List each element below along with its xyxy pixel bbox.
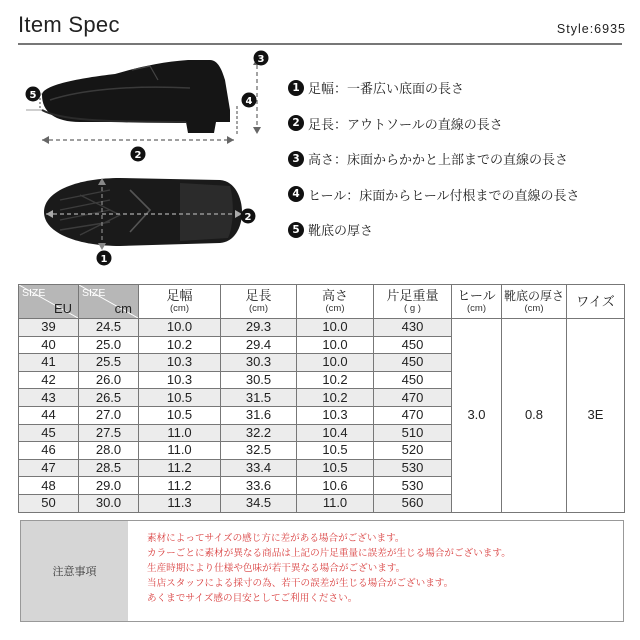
value-cell: 11.3 <box>139 494 221 512</box>
note-line: 素材によってサイズの感じ方に差がある場合がございます。 <box>147 533 405 544</box>
size-eu-cell: 41 <box>19 354 79 372</box>
size-cm-cell: 29.0 <box>79 477 139 495</box>
value-cell: 29.3 <box>221 319 297 337</box>
spec-text: 足幅：一番広い底面の長さ <box>308 82 465 98</box>
value-cell: 10.2 <box>297 371 374 389</box>
value-cell: 32.2 <box>221 424 297 442</box>
value-cell: 34.5 <box>221 494 297 512</box>
note-line: カラーごとに素材が異なる商品は上記の片足重量に誤差が生じる場合がございます。 <box>147 548 511 559</box>
header-height: 高さ (cm) <box>297 285 374 319</box>
svg-text:4: 4 <box>245 96 253 107</box>
svg-text:1: 1 <box>100 254 108 265</box>
marker-5-icon <box>26 87 41 102</box>
spec-item-foot-width <box>288 70 633 106</box>
value-cell: 10.3 <box>297 406 374 424</box>
value-cell: 33.4 <box>221 459 297 477</box>
value-cell: 11.0 <box>139 424 221 442</box>
marker-1-icon <box>97 251 112 266</box>
note-line: 生産時期により仕様や色味が若干異なる場合がございます。 <box>147 563 406 574</box>
svg-text:2: 2 <box>134 150 142 161</box>
value-cell: 10.2 <box>297 389 374 407</box>
value-cell: 450 <box>374 371 452 389</box>
value-cell: 11.0 <box>139 442 221 460</box>
value-cell: 10.0 <box>139 319 221 337</box>
spec-text: 足長：アウトソールの直線の長さ <box>308 117 503 133</box>
value-cell: 10.0 <box>297 319 374 337</box>
size-table <box>18 284 625 513</box>
number-3-icon: 3 <box>288 151 304 167</box>
svg-text:5: 5 <box>29 90 37 101</box>
value-cell: 470 <box>374 406 452 424</box>
value-cell: 530 <box>374 477 452 495</box>
value-cell: 10.0 <box>297 354 374 372</box>
value-cell: 10.5 <box>297 442 374 460</box>
size-cm-cell: 28.0 <box>79 442 139 460</box>
value-cell: 10.5 <box>297 459 374 477</box>
heel-value-cell: 3.0 <box>452 319 502 513</box>
spec-item-heel <box>288 177 633 213</box>
value-cell: 510 <box>374 424 452 442</box>
size-eu-cell: 46 <box>19 442 79 460</box>
value-cell: 430 <box>374 319 452 337</box>
value-cell: 10.3 <box>139 371 221 389</box>
marker-4-icon <box>242 93 257 108</box>
number-5-icon: 5 <box>288 222 304 238</box>
value-cell: 10.2 <box>139 336 221 354</box>
value-cell: 33.6 <box>221 477 297 495</box>
value-cell: 10.5 <box>139 389 221 407</box>
spec-item-sole-thickness <box>288 212 633 248</box>
size-cm-cell: 27.5 <box>79 424 139 442</box>
value-cell: 10.3 <box>139 354 221 372</box>
header-sole-thickness: 靴底の厚さ (cm) <box>502 285 567 319</box>
style-number: Style:6935 <box>556 22 626 36</box>
spec-item-height <box>288 141 633 177</box>
spec-item-foot-length <box>288 106 633 142</box>
shoe-sole-view <box>44 178 242 246</box>
number-4-icon: 4 <box>288 186 304 202</box>
shoe-side-view <box>42 60 230 133</box>
header-weight: 片足重量 ( g ) <box>374 285 452 319</box>
value-cell: 530 <box>374 459 452 477</box>
value-cell: 10.6 <box>297 477 374 495</box>
value-cell: 11.2 <box>139 459 221 477</box>
note-line: 当店スタッフによる採寸の為、若干の誤差が生じる場合がございます。 <box>147 578 454 589</box>
number-1-icon: 1 <box>288 80 304 96</box>
size-eu-cell: 45 <box>19 424 79 442</box>
spec-text: 高さ：床面からかかと上部までの直線の長さ <box>308 153 569 169</box>
value-cell: 520 <box>374 442 452 460</box>
number-2-icon: 2 <box>288 115 304 131</box>
value-cell: 450 <box>374 336 452 354</box>
size-cm-cell: 25.5 <box>79 354 139 372</box>
shoe-diagram <box>20 50 275 270</box>
size-cm-cell: 30.0 <box>79 494 139 512</box>
size-cm-cell: 28.5 <box>79 459 139 477</box>
size-cm-cell: 27.0 <box>79 406 139 424</box>
value-cell: 470 <box>374 389 452 407</box>
value-cell: 31.5 <box>221 389 297 407</box>
shoe-measurement-illustration <box>20 50 275 270</box>
spec-text: ヒール：床面からヒール付根までの直線の長さ <box>308 188 580 204</box>
width-value-cell: 3E <box>567 319 625 513</box>
size-cm-cell: 26.0 <box>79 371 139 389</box>
marker-2-sole-icon <box>241 209 256 224</box>
size-eu-cell: 50 <box>19 494 79 512</box>
svg-text:3: 3 <box>257 54 265 65</box>
value-cell: 30.5 <box>221 371 297 389</box>
svg-text:2: 2 <box>244 212 252 223</box>
size-eu-cell: 43 <box>19 389 79 407</box>
size-cm-cell: 25.0 <box>79 336 139 354</box>
size-eu-cell: 47 <box>19 459 79 477</box>
value-cell: 10.5 <box>139 406 221 424</box>
title-divider <box>18 43 622 45</box>
value-cell: 10.4 <box>297 424 374 442</box>
size-cm-cell: 26.5 <box>79 389 139 407</box>
size-cm-cell: 24.5 <box>79 319 139 337</box>
table-header-row <box>19 285 625 319</box>
size-eu-cell: 48 <box>19 477 79 495</box>
header-foot-length: 足長 (cm) <box>221 285 297 319</box>
value-cell: 31.6 <box>221 406 297 424</box>
note-line: あくまでサイズ感の目安としてご利用ください。 <box>147 593 358 604</box>
size-eu-cell: 44 <box>19 406 79 424</box>
value-cell: 32.5 <box>221 442 297 460</box>
size-cm-header: SIZE cm <box>79 285 139 319</box>
value-cell: 560 <box>374 494 452 512</box>
table-row <box>19 319 625 337</box>
spec-definitions <box>288 70 633 248</box>
size-eu-cell: 39 <box>19 319 79 337</box>
size-eu-header: SIZE EU <box>19 285 79 319</box>
value-cell: 11.0 <box>297 494 374 512</box>
sole-thickness-value-cell: 0.8 <box>502 319 567 513</box>
marker-3-icon <box>254 51 269 66</box>
header-heel: ヒール (cm) <box>452 285 502 319</box>
value-cell: 10.0 <box>297 336 374 354</box>
size-eu-cell: 40 <box>19 336 79 354</box>
header-width: ワイズ <box>567 285 625 319</box>
notes-box <box>20 520 624 622</box>
value-cell: 30.3 <box>221 354 297 372</box>
size-eu-cell: 42 <box>19 371 79 389</box>
value-cell: 450 <box>374 354 452 372</box>
marker-2-icon <box>131 147 146 162</box>
header-foot-width: 足幅 (cm) <box>139 285 221 319</box>
page-title: Item Spec <box>18 12 120 37</box>
spec-text: 靴底の厚さ <box>308 224 374 240</box>
notes-body <box>128 521 623 621</box>
value-cell: 29.4 <box>221 336 297 354</box>
size-table-wrapper <box>18 284 624 513</box>
notes-label: 注意事項 <box>21 521 128 621</box>
value-cell: 11.2 <box>139 477 221 495</box>
